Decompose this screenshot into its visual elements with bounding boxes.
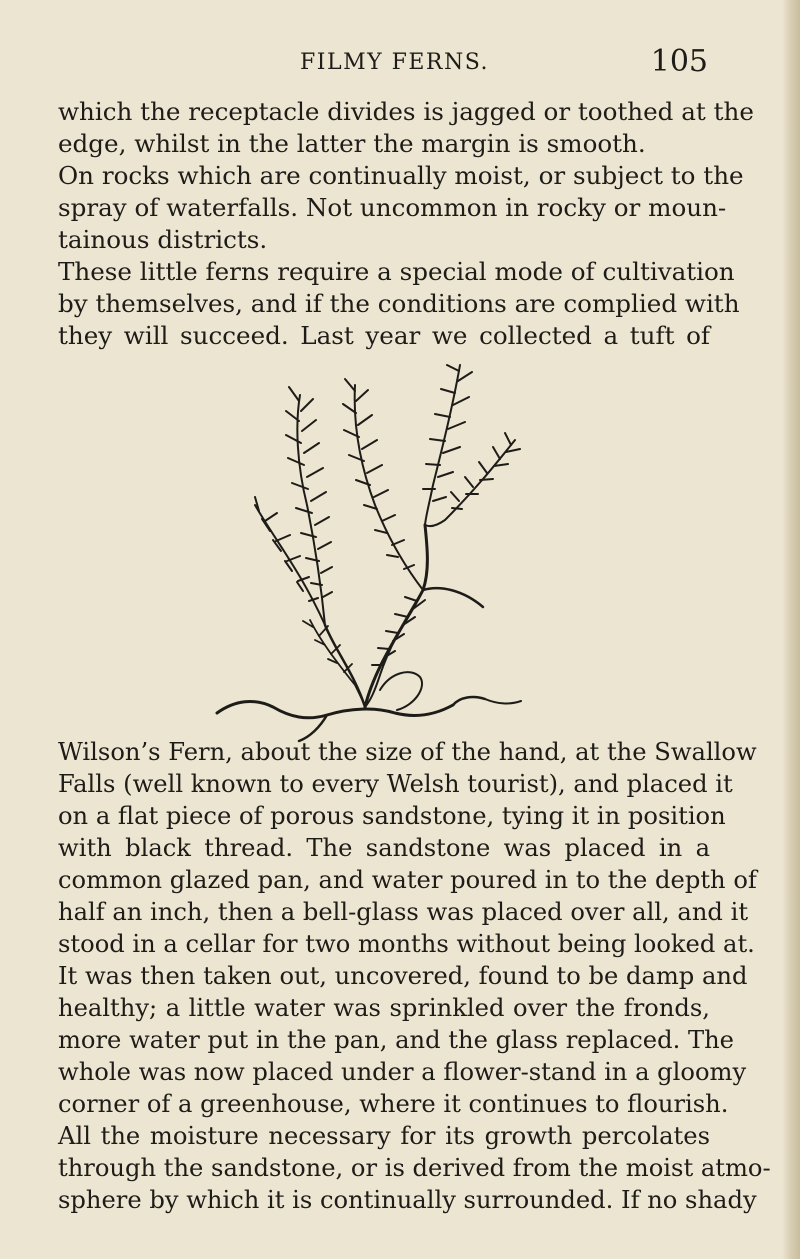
text-line: whole was now placed under a flower-stand in a gloomy	[58, 1058, 747, 1086]
fern-illustration	[215, 355, 535, 745]
text-line: edge, whilst in the latter the margin is smooth.	[58, 129, 646, 158]
text-line: sphere by which it is continually surrounded. If no shady	[58, 1186, 757, 1214]
page-number: 105	[650, 44, 708, 79]
bottom-paragraph	[58, 736, 771, 1216]
text-line: All the moisture necessary for its growth percolates	[58, 1122, 710, 1150]
text-line: half an inch, then a bell-glass was placed over all, and it	[58, 898, 749, 926]
running-header	[58, 44, 708, 84]
text-line: spray of waterfalls. Not uncommon in rocky or moun-	[58, 193, 727, 222]
text-line: on a flat piece of porous sandstone, tying it in position	[58, 802, 726, 830]
text-line: which the receptacle divides is jagged or toothed at the	[58, 97, 754, 126]
text-line: with black thread. The sandstone was placed in a	[58, 834, 710, 862]
text-line: On rocks which are continually moist, or subject to the	[58, 161, 744, 190]
page-edge-shadow	[782, 0, 800, 1259]
text-line: stood in a cellar for two months without being looked at.	[58, 930, 755, 958]
text-line: more water put in the pan, and the glass replaced. The	[58, 1026, 734, 1054]
text-line: Falls (well known to every Welsh tourist), and placed it	[58, 770, 733, 798]
text-line: common glazed pan, and water poured in to the depth of	[58, 866, 757, 894]
text-line: Wilson’s Fern, about the size of the hand, at the Swallow	[58, 738, 757, 766]
text-line: they will succeed. Last year we collected a tuft of	[58, 321, 710, 350]
text-line: tainous districts.	[58, 225, 268, 254]
fern-frond-icon	[215, 355, 535, 745]
text-line: These little ferns require a special mode of cultivation	[58, 257, 735, 286]
running-title: FILMY FERNS.	[300, 50, 490, 75]
text-line: corner of a greenhouse, where it continues to flourish.	[58, 1090, 729, 1118]
text-line: It was then taken out, uncovered, found to be damp and	[58, 962, 748, 990]
top-paragraphs	[58, 96, 754, 352]
text-line: by themselves, and if the conditions are complied with	[58, 289, 740, 318]
text-line: through the sandstone, or is derived from the moist atmo-	[58, 1154, 771, 1182]
text-line: healthy; a little water was sprinkled over the fronds,	[58, 994, 710, 1022]
